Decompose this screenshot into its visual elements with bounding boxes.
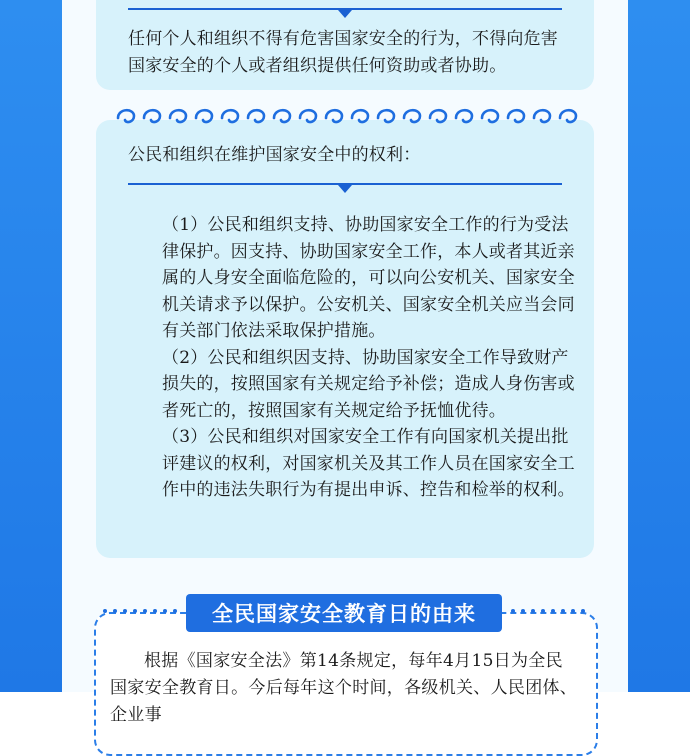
banner-dot-decoration-left xyxy=(100,606,180,616)
prohibition-text: 任何个人和组织不得有危害国家安全的行为，不得向危害国家安全的个人或者组织提供任何资助或者协助。 xyxy=(128,29,558,76)
section-divider-top xyxy=(128,8,562,10)
rights-item: （3）公民和组织对国家安全工作有向国家机关提出批评建议的权利，对国家机关及其工作人员在国家安全工作中的违法失职行为有提出申诉、控告和检举的权利。 xyxy=(162,427,575,500)
notebook-spiral-decoration xyxy=(114,104,584,132)
section-divider-rights xyxy=(128,183,562,185)
rights-heading: 公民和组织在维护国家安全中的权利： xyxy=(128,145,421,165)
rights-item: （1）公民和组织支持、协助国家安全工作的行为受法律保护。因支持、协助国家安全工作，本人或者其近亲属的人身安全面临危险的，可以向公安机关、国家安全机关请求予以保护。公安机关、国家安全机关应当会同有关部门依法采取保护措施。 xyxy=(162,215,575,341)
banner-dot-decoration-right xyxy=(508,606,588,616)
right-border-panel xyxy=(628,0,690,692)
left-border-panel xyxy=(0,0,62,692)
origin-banner-title: 全民国家安全教育日的由来 xyxy=(186,594,502,632)
origin-text: 根据《国家安全法》第14条规定，每年4月15日为全民国家安全教育日。今后每年这个时间，各级机关、人民团体、企业事 xyxy=(110,651,578,725)
rights-list xyxy=(162,212,582,504)
rights-item: （2）公民和组织因支持、协助国家安全工作导致财产损失的，按照国家有关规定给予补偿；造成人身伤害或者死亡的，按照国家有关规定给予抚恤优待。 xyxy=(162,347,575,421)
